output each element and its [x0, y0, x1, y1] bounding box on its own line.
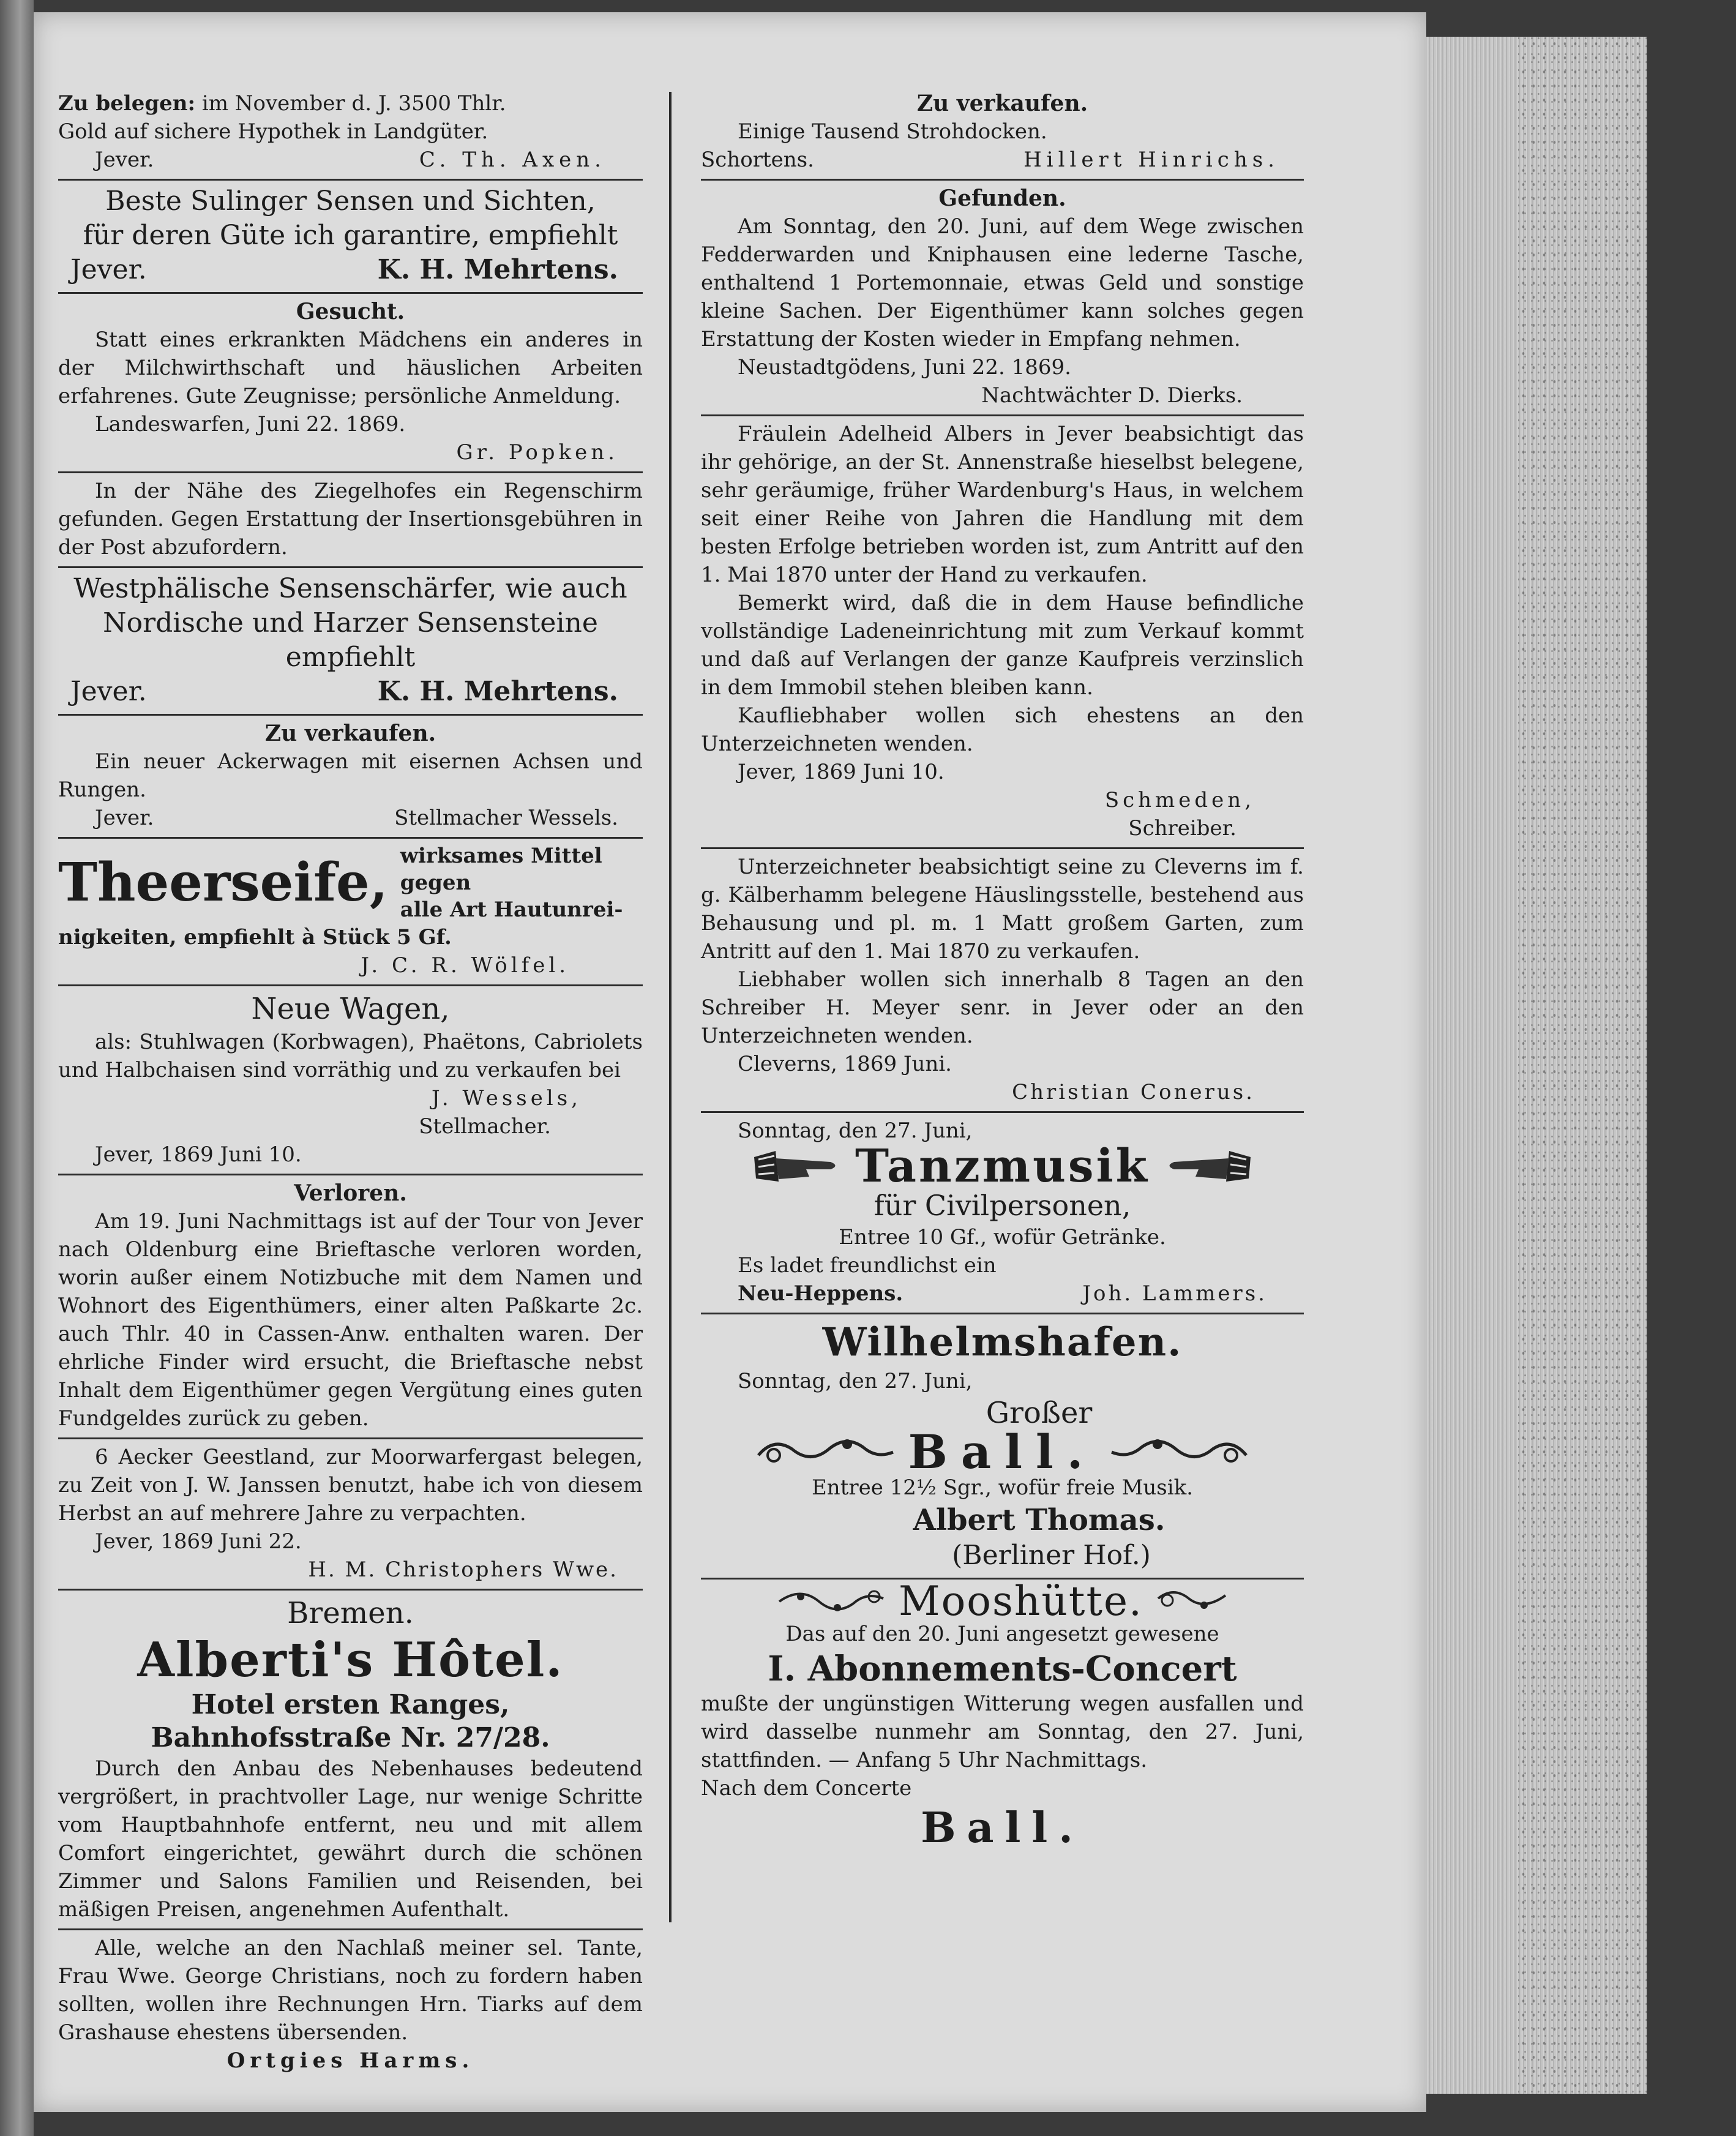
ad-text: nigkeiten, empfiehlt à Stück 5 Gf. — [58, 925, 452, 950]
ad-signer: Christian Conerus. — [1012, 1080, 1255, 1104]
ad-signer: Hillert Hinrichs. — [1023, 148, 1279, 172]
ad-body: Fräulein Adelheid Albers in Jever beabsichtigt das ihr gehörige, an der St. Annenstraße hieselbst belegene, sehr geräumige, früher Wardenburg's Haus, in welchem seit einer Reihe von Jahren die Handlung mit dem besten Erfolge betrieben worden ist, zum Antritt auf den 1. Mai 1870 unter der Hand zu verkaufen. — [701, 422, 1304, 587]
ad-date: Jever, 1869 Juni 10. — [95, 1142, 302, 1167]
ad-wilhelmshafen-ball — [701, 1314, 1304, 1580]
ad-place: Schortens. — [701, 148, 814, 172]
ad-body: Am 19. Juni Nachmittags ist auf der Tour von Jever nach Oldenburg eine Brieftasche verloren worden, worin außer einem Notizbuche mit dem Namen und Wohnort des Eigenthümers, einer alten Paßkarte 2c. auch Thlr. 40 in Cassen-Anw. enthalten waren. Der ehrliche Finder wird ersucht, die Brieftasche nebst Inhalt dem Eigenthümer gegen Vergütung eines guten Fundgeldes zurück zu geben. — [58, 1209, 643, 1431]
ad-date: Clevernѕ, 1869 Juni. — [738, 1052, 952, 1076]
ad-invite: Es ladet freundlichst ein — [738, 1253, 997, 1278]
ad-date: Sonntag, den 27. Juni, — [738, 1369, 973, 1393]
ad-title: Ball. — [908, 1425, 1097, 1479]
previous-page-edge — [0, 0, 34, 2136]
ad-ball: Ball. — [921, 1804, 1084, 1853]
ad-signer: Joh. Lammers. — [1082, 1281, 1267, 1306]
ad-signer: Ortgies Harms. — [226, 2048, 474, 2073]
ad-headline: für deren Güte ich garantire, empfiehlt — [83, 220, 618, 251]
ad-body: Statt eines erkrankten Mädchens ein anderes in der Milchwirthschaft und häuslichen Arbeiten erfahrenes. Gute Zeugnisse; persönliche Anmeldung. — [58, 328, 643, 408]
pointing-hand-left-icon — [1162, 1145, 1254, 1188]
ad-subtitle: Hotel ersten Ranges, — [191, 1689, 510, 1720]
ad-headline: Nordische und Harzer Sensensteine empfiehlt — [103, 607, 598, 673]
ad-text: im November d. J. 3500 Thlr. — [201, 91, 506, 116]
floral-ornament-left-icon — [776, 1583, 886, 1620]
ad-signer: Stellmacher Wessels. — [394, 806, 618, 830]
ad-street: Bahnhofsstraße Nr. 27/28. — [151, 1722, 550, 1753]
ad-mooshuette-concert — [701, 1580, 1304, 1859]
ad-body: Einige Tausend Strohdocken. — [738, 119, 1047, 144]
ad-city: Bremen. — [287, 1596, 414, 1630]
ad-signer: Schmeden, — [1104, 788, 1255, 812]
ad-headline: Westphälische Sensenschärfer, wie auch — [73, 573, 627, 604]
ad-theerseife — [58, 839, 643, 986]
ad-text: Großer — [986, 1396, 1093, 1430]
ad-body: 6 Aecker Geestland, zur Moorwarfergast belegen, zu Zeit von J. W. Janssen benutzt, habe ich von diesem Herbst an auf mehrere Jahre zu verpachten. — [58, 1445, 643, 1526]
ad-concert-title: I. Abonnements-Concert — [768, 1649, 1237, 1689]
ad-city: Wilhelmshafen. — [822, 1319, 1183, 1365]
ad-date: Neustadtgödens, Juni 22. 1869. — [738, 355, 1071, 380]
ad-body: Bemerkt wird, daß die in dem Hause befindliche vollständige Ladeneinrichtung mit zum Verkauf kommt und daß auf Verlangen der ganze Kaufpreis verzinslich in dem Immobil stehen bleiben kann. — [701, 591, 1304, 700]
ad-title: Gesucht. — [296, 299, 405, 324]
ad-body: Ein neuer Ackerwagen mit eisernen Achsen und Rungen. — [58, 749, 643, 802]
ad-signer: Gr. Popken. — [456, 440, 618, 465]
ad-title: Tanzmusik — [855, 1140, 1150, 1193]
ad-date: Landeswarfen, Juni 22. 1869. — [95, 412, 406, 437]
ad-title: Mooshütte. — [898, 1578, 1143, 1625]
ad-place: Jever. — [95, 148, 154, 172]
ad-body: mußte der ungünstigen Witterung wegen ausfallen und wird dasselbe nunmehr am Sonntag, den 27. Juni, stattfinden. — Anfang 5 Uhr Nachmittags. — [701, 1692, 1304, 1772]
ad-place: Jever. — [70, 254, 147, 285]
scroll-ornament-left-icon — [755, 1431, 896, 1474]
ad-neue-wagen — [58, 986, 643, 1175]
ad-signer: K. H. Mehrtens. — [377, 254, 618, 285]
ad-zu-belegen — [58, 86, 643, 181]
ad-lead: Zu belegen: — [58, 91, 196, 116]
ad-entry: Entree 10 Gf., wofür Getränke. — [839, 1225, 1166, 1250]
ad-signer: J. C. R. Wölfel. — [361, 953, 569, 978]
ad-headline: Beste Sulinger Sensen und Sichten, — [105, 185, 596, 217]
ad-nachlass — [58, 1930, 643, 2080]
ad-title: Zu verkaufen. — [916, 91, 1088, 116]
ad-body: Kaufliebhaber wollen sich ehestens an den Unterzeichneten wenden. — [701, 703, 1304, 756]
page-edge-speckle — [1518, 37, 1647, 2094]
ad-text: alle Art Hautunrei- — [400, 897, 623, 922]
right-column — [701, 86, 1304, 1859]
column-divider — [669, 92, 672, 1922]
scroll-ornament-right-icon — [1109, 1431, 1249, 1474]
ad-sensenschaerfer — [58, 568, 643, 716]
ad-ackerwagen — [58, 716, 643, 839]
ad-entry: Entree 12½ Sgr., wofür freie Musik. — [811, 1475, 1194, 1500]
ad-haus-verkauf — [701, 416, 1304, 849]
ad-date: Jever, 1869 Juni 10. — [738, 760, 945, 784]
ad-strohdocken — [701, 86, 1304, 181]
ad-text: Das auf den 20. Juni angesetzt gewesene — [785, 1622, 1219, 1646]
ad-body: Am Sonntag, den 20. Juni, auf dem Wege zwischen Fedderwarden und Kniphausen eine lederne Tasche, enthaltend 1 Portemonnaie, etwas Geld und sonstige kleine Sachen. Der Eigenthümer kann solches gegen Erstattung der Kosten wieder in Empfang nehmen. — [701, 214, 1304, 351]
ad-product-name: Theerseife, — [58, 852, 388, 913]
ad-signer: H. M. Christophers Wwe. — [308, 1557, 618, 1582]
ad-text: Gold auf sichere Hypothek in Landgüter. — [58, 119, 488, 144]
ad-title: Gefunden. — [938, 185, 1066, 211]
ad-gesucht — [58, 294, 643, 473]
ad-body: Alle, welche an den Nachlaß meiner sel. Tante, Frau Wwe. George Christians, noch zu fordern haben sollten, wollen ihre Rechnungen Hrn. Tiarks auf dem Grashause ehestens übersenden. — [58, 1936, 643, 2045]
left-column — [58, 86, 643, 2080]
ad-place: Jever. — [70, 676, 147, 707]
ad-body: Durch den Anbau des Nebenhauses bedeutend vergrößert, in prachtvoller Lage, nur wenige Schritte vom Hauptbahnhofe entfernt, neu und mit allem Comfort eingerichtet, gewährt durch die schönen Zimmer und Salons Familien und Reisenden, bei mäßigen Preisen, angenehmen Aufenthalt. — [58, 1756, 643, 1922]
ad-text: wirksames Mittel gegen — [400, 844, 602, 895]
ad-title: Verloren. — [294, 1180, 407, 1206]
ad-body: als: Stuhlwagen (Korbwagen), Phaëtons, Cabriolets und Halbchaisen sind vorräthig und zu verkaufen bei — [58, 1030, 643, 1082]
ad-sensen — [58, 181, 643, 294]
ad-signer-title: Schreiber. — [1128, 816, 1237, 841]
ad-geestland — [58, 1439, 643, 1591]
ad-place: Neu-Heppens. — [738, 1281, 904, 1306]
floral-ornament-right-icon — [1155, 1583, 1229, 1620]
ad-signer: C. Th. Axen. — [419, 148, 606, 172]
ad-signer-title: Stellmacher. — [419, 1114, 551, 1139]
ad-body: Liebhaber wollen sich innerhalb 8 Tagen an den Schreiber H. Meyer senr. in Jever oder an den Unterzeichneten wenden. — [701, 967, 1304, 1048]
ad-body: In der Nähe des Ziegelhofes ein Regenschirm gefunden. Gegen Erstattung der Insertionsgebühren in der Post abzufordern. — [58, 479, 643, 560]
ad-signer: K. H. Mehrtens. — [377, 676, 618, 707]
ad-venue: (Berliner Hof.) — [952, 1540, 1151, 1571]
ad-subtitle: für Civilpersonen, — [874, 1189, 1131, 1222]
ad-gefunden — [701, 181, 1304, 416]
ad-hotel-name: Alberti's Hôtel. — [137, 1632, 564, 1688]
ad-place: Jever. — [95, 806, 154, 830]
ad-title: Zu verkaufen. — [264, 721, 436, 746]
ad-host: Albert Thomas. — [913, 1503, 1165, 1537]
ad-alberti-hotel — [58, 1591, 643, 1930]
ad-haeuslingsstelle — [701, 849, 1304, 1113]
ad-signer: J. Wessels, — [431, 1086, 582, 1111]
ad-signer: Nachtwächter D. Dierks. — [981, 383, 1243, 408]
ad-tanzmusik — [701, 1113, 1304, 1314]
ad-regenschirm — [58, 473, 643, 568]
ad-title: Neue Wagen, — [251, 992, 450, 1026]
ad-body: Unterzeichneter beabsichtigt seine zu Cleverns im f. g. Kälberhamm belegene Häuslingsstelle, bestehend aus Behausung und pl. m. 1 Matt großem Garten, zum Antritt auf den 1. Mai 1870 zu verkaufen. — [701, 855, 1304, 964]
ad-date: Jever, 1869 Juni 22. — [95, 1529, 302, 1554]
ad-verloren — [58, 1175, 643, 1439]
ad-date: Sonntag, den 27. Juni, — [738, 1119, 973, 1143]
ad-text: Nach dem Concerte — [701, 1776, 912, 1801]
pointing-hand-right-icon — [751, 1145, 843, 1188]
